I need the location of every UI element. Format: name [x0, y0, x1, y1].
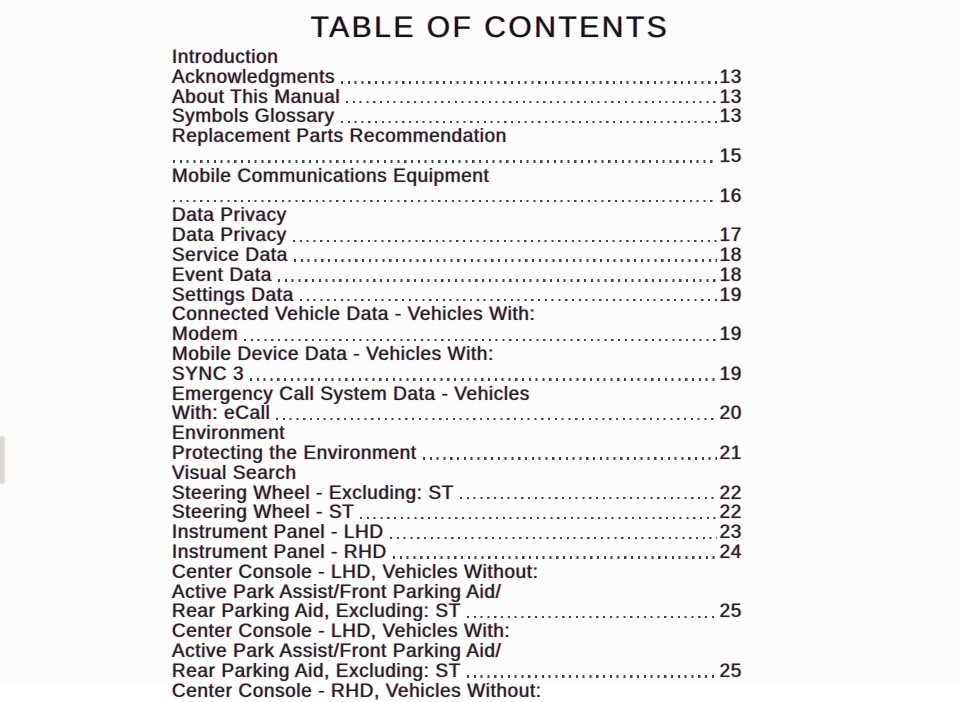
dot-leader [293, 240, 717, 242]
dot-leader [460, 497, 717, 499]
toc-row [172, 484, 742, 504]
toc-entry-label: Active Park Assist/Front Parking Aid/ [172, 640, 502, 662]
toc-page-number: 13 [719, 106, 742, 128]
toc-page-number: 18 [719, 264, 742, 286]
toc-row [172, 206, 742, 226]
toc-page-number: 23 [719, 522, 742, 544]
toc-entry-label: Instrument Panel - RHD [172, 541, 387, 563]
toc-page-number: 15 [719, 145, 742, 167]
dot-leader [300, 299, 717, 301]
toc-row [172, 404, 742, 424]
toc-row [172, 305, 742, 325]
toc-row [172, 642, 742, 662]
toc-page-number: 19 [719, 324, 742, 346]
toc-row [172, 682, 742, 702]
toc-entry-label: Introduction [172, 47, 279, 68]
toc-page-number: 18 [719, 244, 742, 266]
toc-entry-label: About This Manual [172, 86, 341, 108]
toc-entry-label: Visual Search [172, 462, 297, 484]
toc-entry-label: Data Privacy [172, 205, 287, 227]
toc-entry-label: Replacement Parts Recommendation [172, 126, 507, 148]
dot-leader [278, 279, 717, 281]
dot-leader [276, 418, 716, 420]
toc-page-number: 24 [719, 541, 742, 563]
toc-entry-label: Emergency Call System Data - Vehicles [172, 383, 530, 405]
dot-leader [467, 675, 717, 677]
toc-entry-label: Mobile Device Data - Vehicles With: [172, 343, 494, 365]
toc-row [172, 543, 742, 563]
toc-page-number: 17 [719, 225, 742, 247]
dot-leader [393, 556, 717, 558]
toc-entry-label: Symbols Glossary [172, 106, 335, 128]
page-title: TABLE OF CONTENTS [310, 11, 670, 44]
dot-leader [360, 517, 716, 519]
toc-row [172, 622, 742, 642]
dot-leader [250, 378, 716, 380]
dot-leader [173, 200, 717, 202]
toc-row [172, 286, 742, 306]
toc-entry-label: With: eCall [172, 403, 271, 425]
toc-entry-label: Connected Vehicle Data - Vehicles With: [172, 304, 536, 326]
toc-row [172, 107, 742, 127]
toc-row [172, 167, 742, 187]
toc-entry-label: Rear Parking Aid, Excluding: ST [172, 660, 461, 682]
toc-entry-label: Rear Parking Aid, Excluding: ST [172, 601, 461, 623]
dot-leader [467, 616, 717, 618]
toc-entry-label: Steering Wheel - Excluding: ST [172, 482, 455, 504]
toc-page-number: 25 [719, 601, 742, 623]
toc-page-number: 25 [719, 660, 742, 682]
toc-page-number: 19 [719, 363, 742, 385]
toc-page-number: 19 [719, 284, 742, 306]
toc-row [172, 523, 742, 543]
toc-row [172, 503, 742, 523]
toc-row [172, 365, 742, 385]
toc-row [172, 345, 742, 365]
toc-row [172, 68, 742, 88]
toc-row [172, 444, 742, 464]
scan-edge-artifact [0, 437, 4, 483]
dot-leader [294, 259, 717, 261]
toc-row [172, 187, 742, 207]
toc-entry-label: Center Console - LHD, Vehicles Without: [172, 561, 539, 583]
toc-row [172, 385, 742, 405]
toc-row [172, 266, 742, 286]
toc-page-number: 13 [719, 86, 742, 108]
toc-entry-label: Modem [172, 324, 239, 346]
toc-entry-label: Steering Wheel - ST [172, 502, 355, 524]
toc-list [172, 48, 742, 701]
dot-leader [346, 101, 716, 103]
toc-page-number: 16 [719, 185, 742, 207]
toc-entry-label: Settings Data [172, 284, 294, 306]
toc-row [172, 48, 742, 68]
toc-entry-label: Service Data [172, 244, 288, 266]
dot-leader [341, 81, 716, 83]
toc-row [172, 226, 742, 246]
toc-page-number: 21 [719, 442, 742, 464]
toc-entry-label: Center Console - RHD, Vehicles Without: [172, 680, 542, 702]
dot-leader [341, 121, 717, 123]
dot-leader [423, 457, 717, 459]
toc-entry-label: Environment [172, 423, 286, 445]
dot-leader [390, 537, 717, 539]
toc-row [172, 147, 742, 167]
toc-row [172, 464, 742, 484]
toc-row [172, 662, 742, 682]
toc-page-number: 22 [719, 482, 742, 504]
toc-entry-label: Mobile Communications Equipment [172, 165, 490, 187]
toc-entry-label: Acknowledgments [172, 66, 336, 88]
toc-page-number: 13 [719, 66, 742, 88]
toc-page-number: 20 [719, 403, 742, 425]
toc-entry-label: SYNC 3 [172, 363, 245, 385]
toc-entry-label: Event Data [172, 264, 272, 286]
toc-row [172, 563, 742, 583]
toc-row [172, 424, 742, 444]
toc-entry-label: Data Privacy [172, 225, 287, 247]
dot-leader [244, 339, 716, 341]
toc-entry-label: Protecting the Environment [172, 442, 417, 464]
dot-leader [173, 160, 717, 162]
toc-row [172, 88, 742, 108]
toc-entry-label: Active Park Assist/Front Parking Aid/ [172, 581, 502, 603]
toc-entry-label: Center Console - LHD, Vehicles With: [172, 621, 511, 643]
toc-row [172, 325, 742, 345]
toc-page-number: 22 [719, 502, 742, 524]
toc-row [172, 583, 742, 603]
toc-row [172, 246, 742, 266]
toc-row [172, 127, 742, 147]
toc-entry-label: Instrument Panel - LHD [172, 522, 384, 544]
toc-row [172, 602, 742, 622]
